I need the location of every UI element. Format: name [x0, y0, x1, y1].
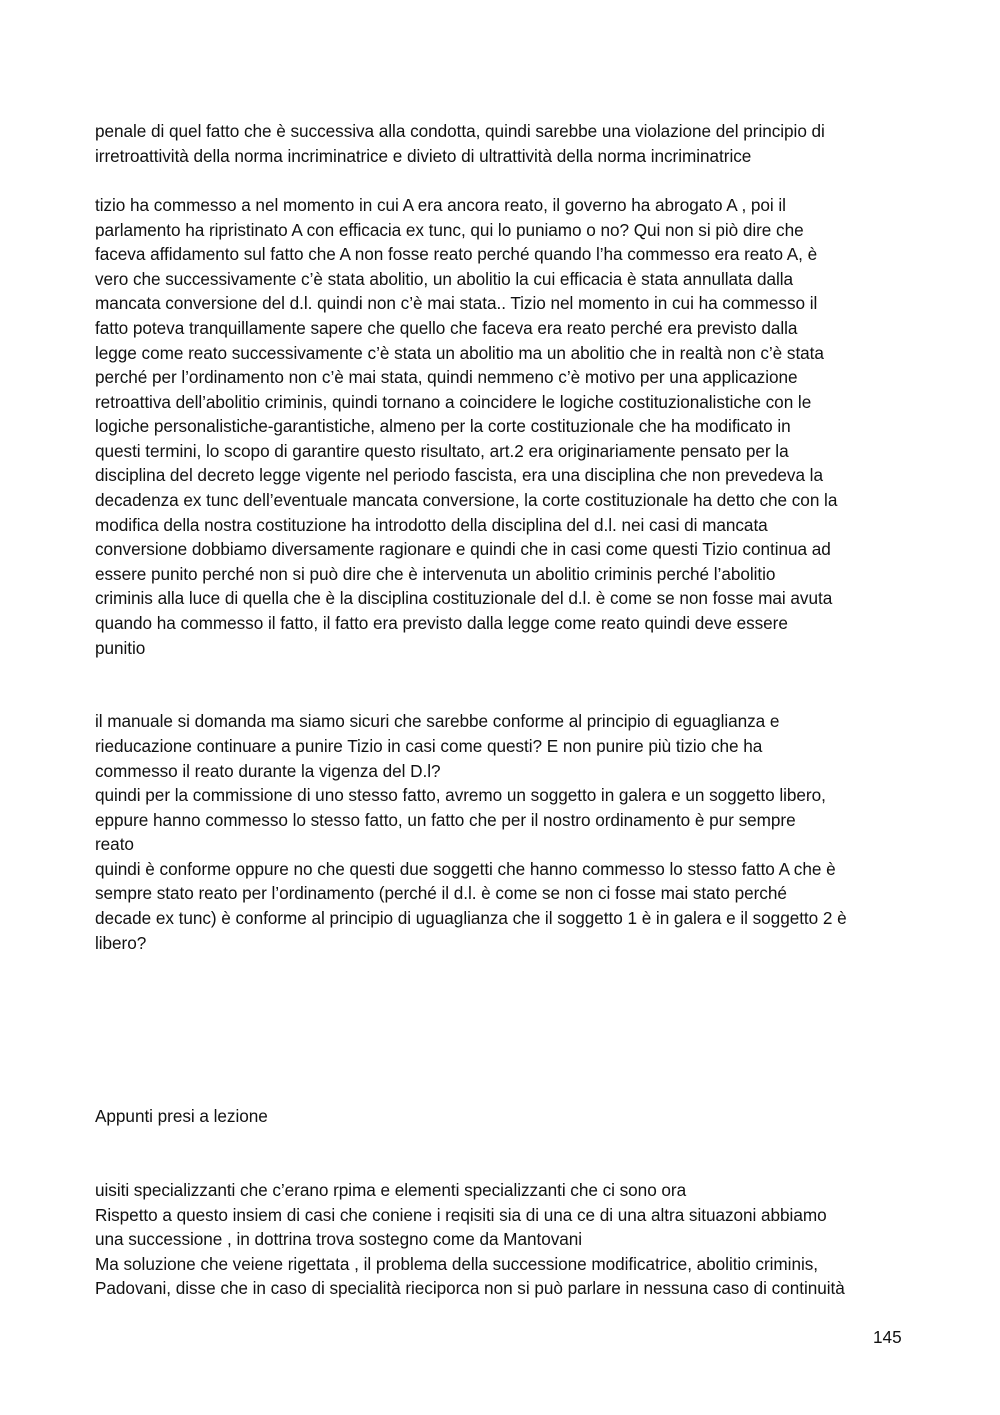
text-line: modifica della nostra costituzione ha introdotto della disciplina del d.l. nei casi di mancata [95, 515, 768, 535]
text-line: criminis alla luce di quella che è la disciplina costituzionale del d.l. è come se non fosse mai avuta [95, 588, 833, 608]
text-line: libero? [95, 933, 147, 953]
text-line: punitio [95, 638, 146, 658]
text-line: Padovani, disse che in caso di specialità rieciporca non si può parlare in nessuna caso di continuità [95, 1278, 845, 1298]
text-line: retroattiva dell’abolitio criminis, quindi tornano a coincidere le logiche costituzionalistiche con le [95, 392, 812, 412]
text-line: quando ha commesso il fatto, il fatto era previsto dalla legge come reato quindi deve essere [95, 613, 788, 633]
text-line: uisiti specializzanti che c’erano rpima e elementi specializzanti che ci sono ora [95, 1180, 687, 1200]
page-number: 145 [873, 1327, 902, 1347]
text-line: reato [95, 834, 134, 854]
text-line: Ma soluzione che veiene rigettata , il problema della successione modificatrice, abolitio criminis, [95, 1254, 819, 1274]
text-line: perché per l’ordinamento non c’è mai stata, quindi nemmeno c’è motivo per una applicazione [95, 367, 798, 387]
text-line: disciplina del decreto legge vigente nel periodo fascista, era una disciplina che non prevedeva la [95, 465, 823, 485]
text-line: faceva affidamento sul fatto che A non fosse reato perché quando l’ha commesso era reato A, è [95, 244, 818, 264]
text-line: vero che successivamente c’è stata abolitio, un abolitio la cui efficacia è stata annullata dalla [95, 269, 794, 289]
text-line: rieducazione continuare a punire Tizio in casi come questi? E non punire più tizio che ha [95, 736, 763, 756]
text-line: quindi per la commissione di uno stesso fatto, avremo un soggetto in galera e un soggetto libero, [95, 785, 826, 805]
text-line: logiche personalistiche-garantistiche, almeno per la corte costituzionale che ha modificato in [95, 416, 791, 436]
text-line: Rispetto a questo insiem di casi che coniene i reqisiti sia di una ce di una altra situazoni abbiamo [95, 1205, 827, 1225]
text-line: tizio ha commesso a nel momento in cui A era ancora reato, il governo ha abrogato A , poi il [95, 195, 786, 215]
text-line: legge come reato successivamente c’è stata un abolitio ma un abolitio che in realtà non c’è stata [95, 343, 824, 363]
text-line: decadenza ex tunc dell’eventuale mancata conversione, la corte costituzionale ha detto che con la [95, 490, 838, 510]
text-line: il manuale si domanda ma siamo sicuri che sarebbe conforme al principio di eguaglianza e [95, 711, 780, 731]
section-heading: Appunti presi a lezione [95, 1106, 268, 1126]
text-line: eppure hanno commesso lo stesso fatto, un fatto che per il nostro ordinamento è pur sempre [95, 810, 796, 830]
text-line: questi termini, lo scopo di garantire questo risultato, art.2 era originariamente pensato per la [95, 441, 789, 461]
text-line: fatto poteva tranquillamente sapere che quello che faceva era reato perché era previsto dalla [95, 318, 798, 338]
text-line: sempre stato reato per l’ordinamento (perché il d.l. è come se non ci fosse mai stato perché [95, 883, 787, 903]
text-line: parlamento ha ripristinato A con efficacia ex tunc, qui lo puniamo o no? Qui non si piò dire che [95, 220, 804, 240]
text-line: mancata conversione del d.l. quindi non c’è mai stata.. Tizio nel momento in cui ha commesso il [95, 293, 818, 313]
text-line: quindi è conforme oppure no che questi due soggetti che hanno commesso lo stesso fatto A che è [95, 859, 836, 879]
text-line: irretroattività della norma incriminatrice e divieto di ultrattività della norma incriminatrice [95, 146, 752, 166]
text-line: penale di quel fatto che è successiva alla condotta, quindi sarebbe una violazione del principio di [95, 121, 825, 141]
text-line: una successione , in dottrina trova sostegno come da Mantovani [95, 1229, 583, 1249]
text-line: commesso il reato durante la vigenza del D.l? [95, 761, 441, 781]
text-line: essere punito perché non si può dire che è intervenuta un abolitio criminis perché l’abolitio [95, 564, 776, 584]
text-line: conversione dobbiamo diversamente ragionare e quindi che in casi come questi Tizio continua ad [95, 539, 831, 559]
text-line: decade ex tunc) è conforme al principio di uguaglianza che il soggetto 1 è in galera e il soggetto 2 è [95, 908, 847, 928]
